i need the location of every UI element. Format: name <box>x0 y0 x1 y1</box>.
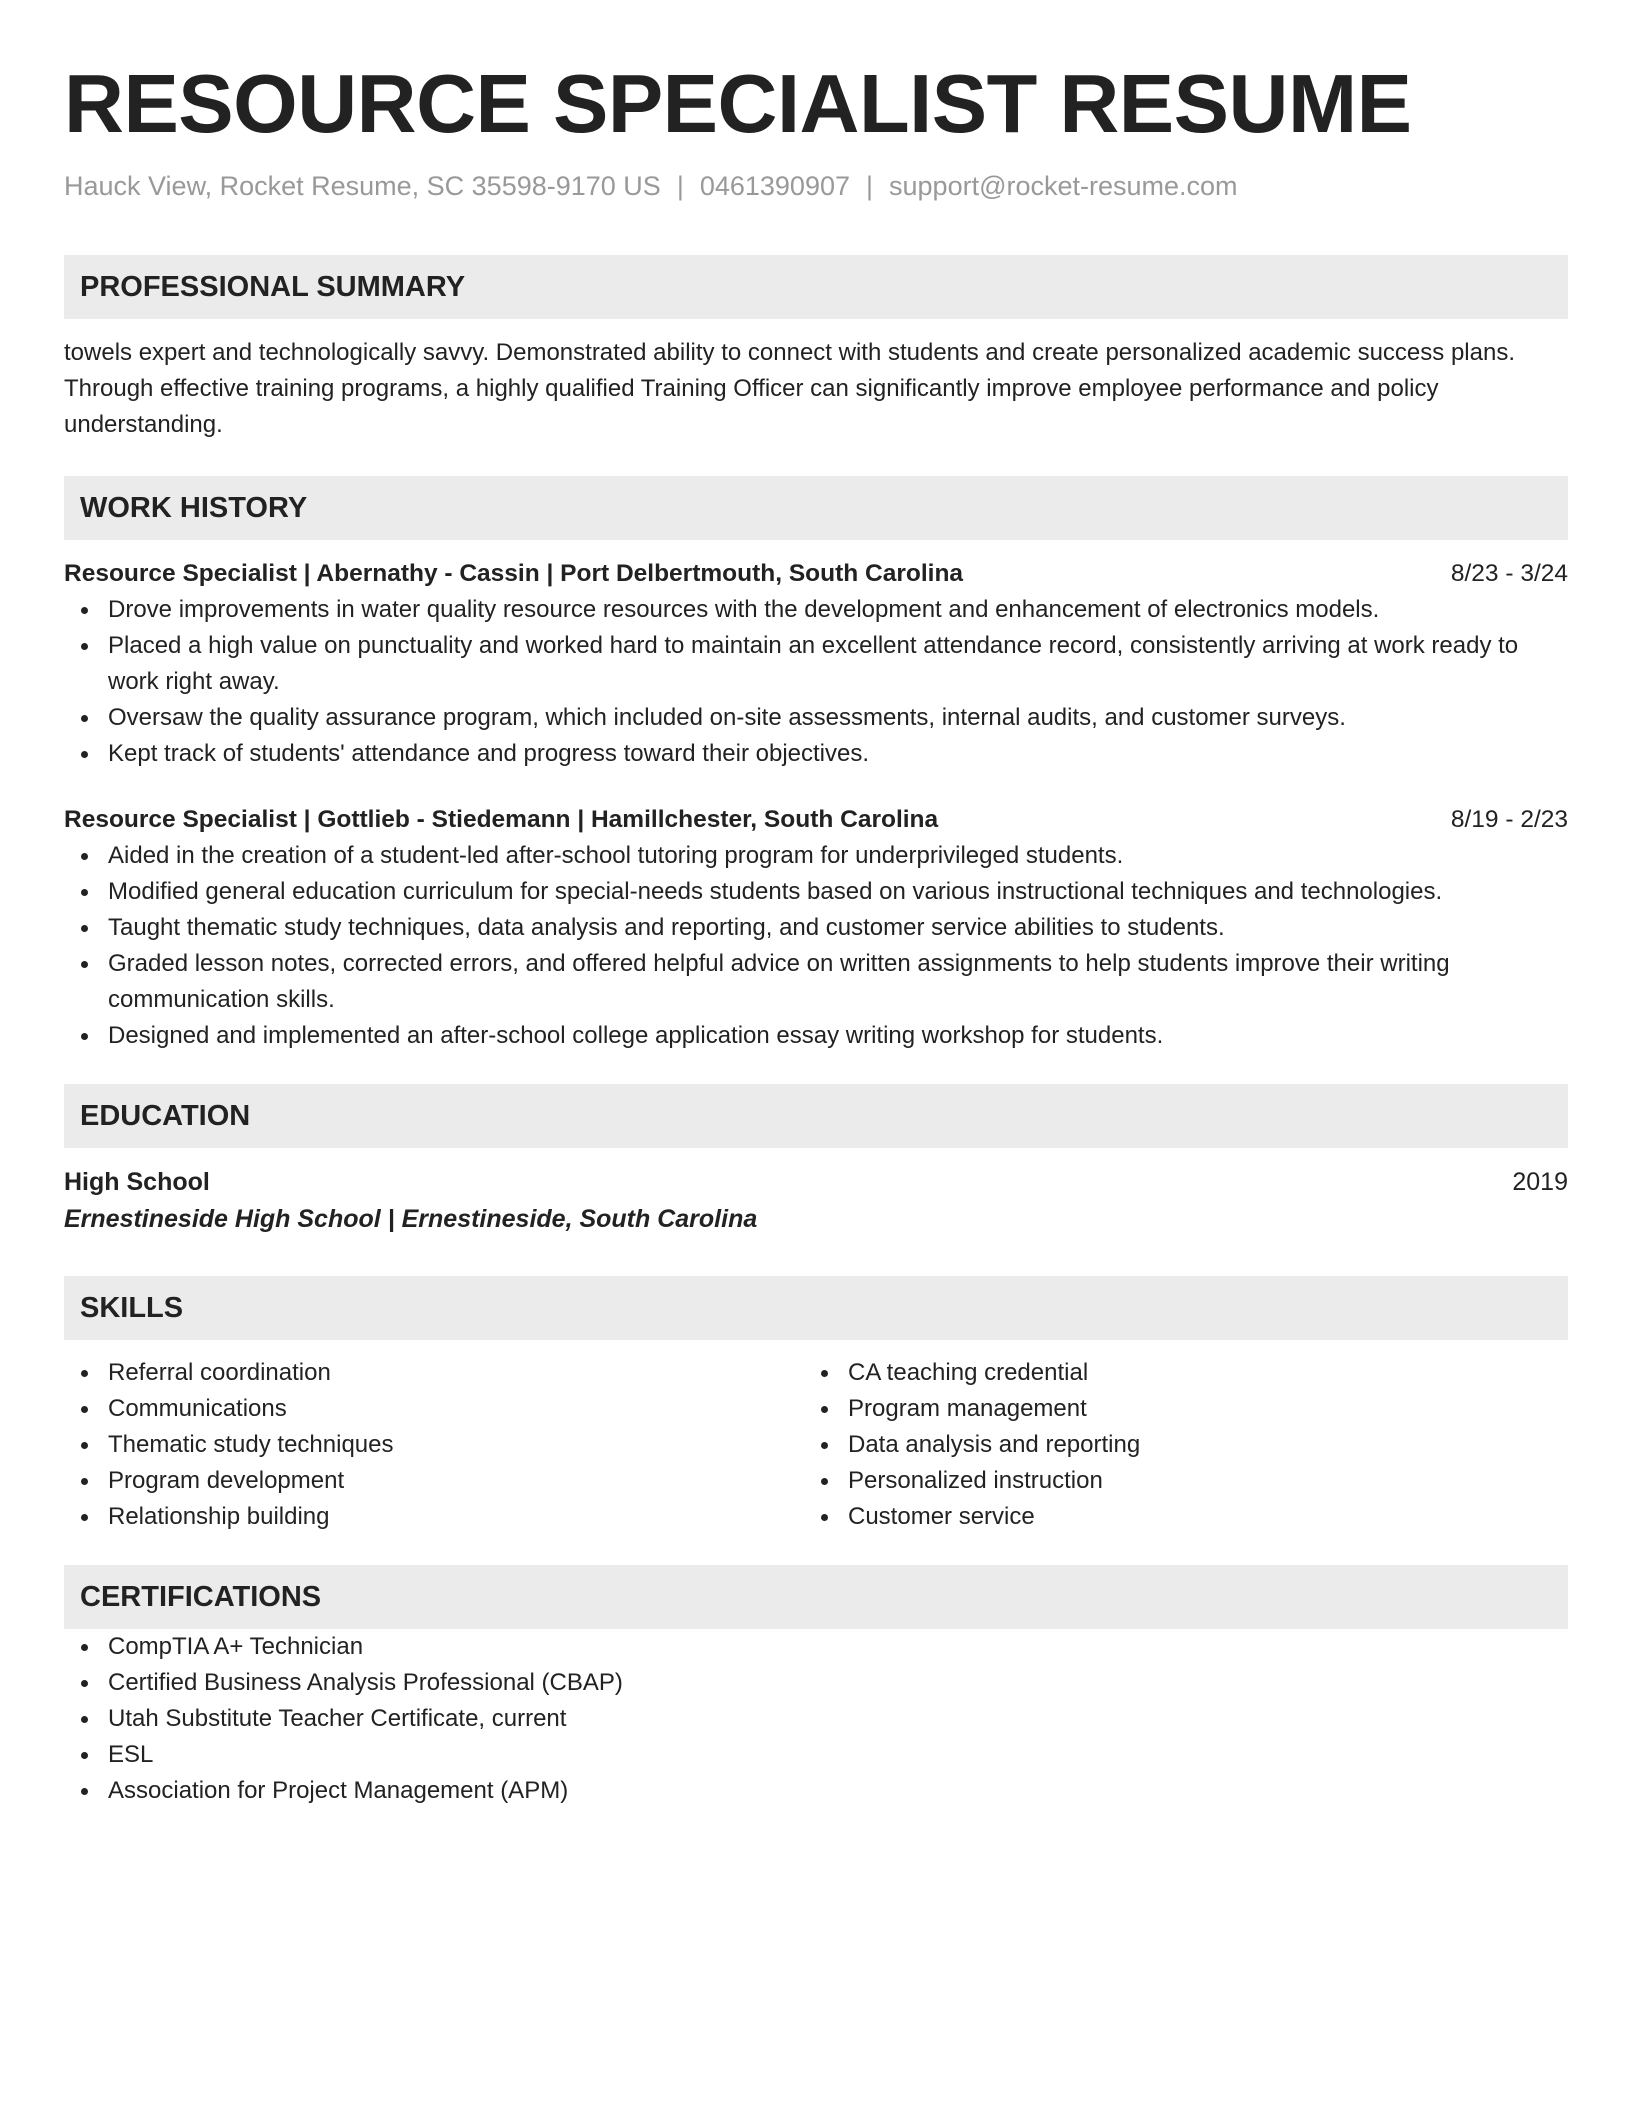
skill-item: Relationship building <box>64 1499 804 1535</box>
resume-title: RESOURCE SPECIALIST RESUME <box>64 57 1412 150</box>
job-bullet-list <box>64 838 1568 1054</box>
certification-item: Certified Business Analysis Professional (CBAP) <box>64 1665 1568 1701</box>
job-title: Resource Specialist | Abernathy - Cassin | Port Delbertmouth, South Carolina <box>64 560 964 587</box>
skills-list-left <box>64 1355 804 1535</box>
skill-item: Personalized instruction <box>804 1463 1544 1499</box>
job-bullet: Oversaw the quality assurance program, which included on-site assessments, internal audits, and customer surveys. <box>64 700 1568 736</box>
job-bullet-list <box>64 592 1568 772</box>
job-header <box>64 802 1568 838</box>
skill-item: Thematic study techniques <box>64 1427 804 1463</box>
job-bullet: Modified general education curriculum for special-needs students based on various instructional techniques and technologies. <box>64 874 1568 910</box>
education-school: Ernestineside High School | Ernestineside, South Carolina <box>64 1205 758 1233</box>
job-dates: 8/23 - 3/24 <box>1450 560 1568 587</box>
contact-address: Hauck View, Rocket Resume, SC 35598-9170 US <box>64 171 661 201</box>
contact-separator: | <box>676 171 684 201</box>
certification-item: Association for Project Management (APM) <box>64 1773 1568 1809</box>
education-degree: High School <box>64 1168 210 1196</box>
certification-item: CompTIA A+ Technician <box>64 1629 1568 1665</box>
job-bullet: Graded lesson notes, corrected errors, and offered helpful advice on written assignments to help students improve their writing communication skills. <box>64 946 1568 1018</box>
job-bullet: Designed and implemented an after-school college application essay writing workshop for students. <box>64 1018 1568 1054</box>
contact-separator: | <box>866 171 874 201</box>
skill-item: CA teaching credential <box>804 1355 1544 1391</box>
section-heading-work-history: WORK HISTORY <box>64 476 1568 540</box>
education-header <box>64 1164 1568 1200</box>
job-entry <box>64 802 1568 1054</box>
certification-item: Utah Substitute Teacher Certificate, current <box>64 1701 1568 1737</box>
skill-item: Communications <box>64 1391 804 1427</box>
job-entry <box>64 556 1568 772</box>
skills-columns <box>64 1355 1568 1535</box>
summary-text: towels expert and technologically savvy. Demonstrated ability to connect with students and create personalized academic success plans. Through effective training programs, a highly qualified Training Officer can significantly improve employee performance and policy understanding. <box>64 339 1515 438</box>
section-heading-skills: SKILLS <box>64 1276 1568 1340</box>
education-year: 2019 <box>1512 1168 1568 1196</box>
certifications-list <box>64 1629 1568 1809</box>
job-bullet: Aided in the creation of a student-led after-school tutoring program for underprivileged students. <box>64 838 1568 874</box>
skill-item: Data analysis and reporting <box>804 1427 1544 1463</box>
job-bullet: Drove improvements in water quality resource resources with the development and enhancement of electronics models. <box>64 592 1568 628</box>
contact-phone: 0461390907 <box>699 171 850 201</box>
job-bullet: Kept track of students' attendance and progress toward their objectives. <box>64 736 1568 772</box>
job-dates: 8/19 - 2/23 <box>1450 806 1568 833</box>
skill-item: Referral coordination <box>64 1355 804 1391</box>
job-bullet: Placed a high value on punctuality and worked hard to maintain an excellent attendance record, consistently arriving at work ready to work right away. <box>64 628 1568 700</box>
contact-email: support@rocket-resume.com <box>889 171 1238 201</box>
section-heading-summary: PROFESSIONAL SUMMARY <box>64 255 1568 319</box>
certification-item: ESL <box>64 1737 1568 1773</box>
skill-item: Program development <box>64 1463 804 1499</box>
contact-line <box>64 168 1568 204</box>
section-heading-certifications: CERTIFICATIONS <box>64 1565 1568 1629</box>
skills-list-right <box>804 1355 1544 1535</box>
skill-item: Customer service <box>804 1499 1544 1535</box>
job-header <box>64 556 1568 592</box>
section-heading-education: EDUCATION <box>64 1084 1568 1148</box>
job-title: Resource Specialist | Gottlieb - Stiedemann | Hamillchester, South Carolina <box>64 806 939 833</box>
job-bullet: Taught thematic study techniques, data analysis and reporting, and customer service abilities to students. <box>64 910 1568 946</box>
skill-item: Program management <box>804 1391 1544 1427</box>
